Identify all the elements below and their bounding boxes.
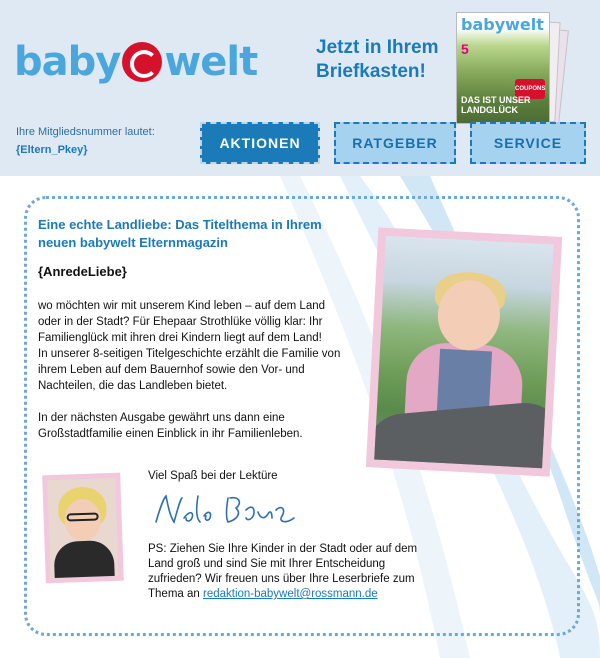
magazine-coupons-badge: COUPONS xyxy=(515,79,545,99)
member-number-label: Ihre Mitgliedsnummer lautet: xyxy=(16,126,155,138)
article-paragraph-3: In der nächsten Ausgabe gewährt uns dann eine Großstadtfamilie einen Einblick in ihr Familienleben. xyxy=(38,412,303,440)
article-headline: Eine echte Landliebe: Das Titelthema in Ihrem neuen babywelt Elternmagazin xyxy=(38,217,322,250)
babywelt-logo[interactable] xyxy=(14,38,257,86)
author-glasses xyxy=(66,512,98,521)
logo-text-welt: welt xyxy=(164,39,258,85)
signoff-text: Viel Spaß bei der Lektüre xyxy=(148,470,278,482)
rossmann-logo-icon xyxy=(122,42,162,82)
nav-ratgeber-button[interactable]: RATGEBER xyxy=(334,122,456,164)
logo-text-baby: baby xyxy=(14,39,121,85)
article-body xyxy=(38,298,342,458)
magazine-headline: DAS IST UNSER LANDGLÜCK xyxy=(461,95,531,115)
magazine-number: 5 xyxy=(461,41,469,57)
nav-service-button[interactable]: SERVICE xyxy=(470,122,586,164)
member-number-value: {Eltern_Pkey} xyxy=(16,144,88,156)
magazine-cover-image[interactable] xyxy=(456,8,574,120)
wheelbarrow xyxy=(374,400,553,469)
article-paragraph-1: wo möchten wir mit unserem Kind leben – auf dem Land oder in der Stadt? Für Ehepaar Strothlüke völlig klar: Ihr Familienglück mit ihren drei Kindern liegt auf dem Land! In unserer 8-seitigen Titelgeschichte erzählt die Familie von ihrem Leben auf dem Bauernhof sowie den Vor- und Nachteilen, die das Landleben bietet. xyxy=(38,300,341,392)
child-photo xyxy=(374,236,553,468)
email-link[interactable]: redaktion-babywelt@rossmann.de xyxy=(202,588,378,600)
author-photo xyxy=(47,478,118,578)
author-shirt xyxy=(53,540,114,578)
ps-text xyxy=(148,542,418,602)
signature-image xyxy=(150,488,310,532)
article-paragraph-2: In unserer 8-seitigen Titelgeschichte erzählt die Familie von ihrem Leben auf dem Bauernhof sowie den Vor- und Nachteilen, die das Landleben bietet. xyxy=(38,348,341,392)
greeting: {AnredeLiebe} xyxy=(38,264,127,279)
nav-aktionen-button[interactable]: AKTIONEN xyxy=(200,122,320,164)
magazine-front-cover xyxy=(456,12,550,124)
child-photo-frame xyxy=(366,227,562,476)
promo-text: Jetzt in Ihrem Briefkasten! xyxy=(316,37,439,82)
author-photo-frame xyxy=(42,473,124,584)
ps-body: PS: Ziehen Sie Ihre Kinder in der Stadt oder auf dem Land groß und sind Sie mit Ihrer Entscheidung zufrieden? Wir freuen uns über Ihre Leserbriefe zum Thema an xyxy=(148,543,418,600)
magazine-title: babywelt xyxy=(461,15,544,34)
